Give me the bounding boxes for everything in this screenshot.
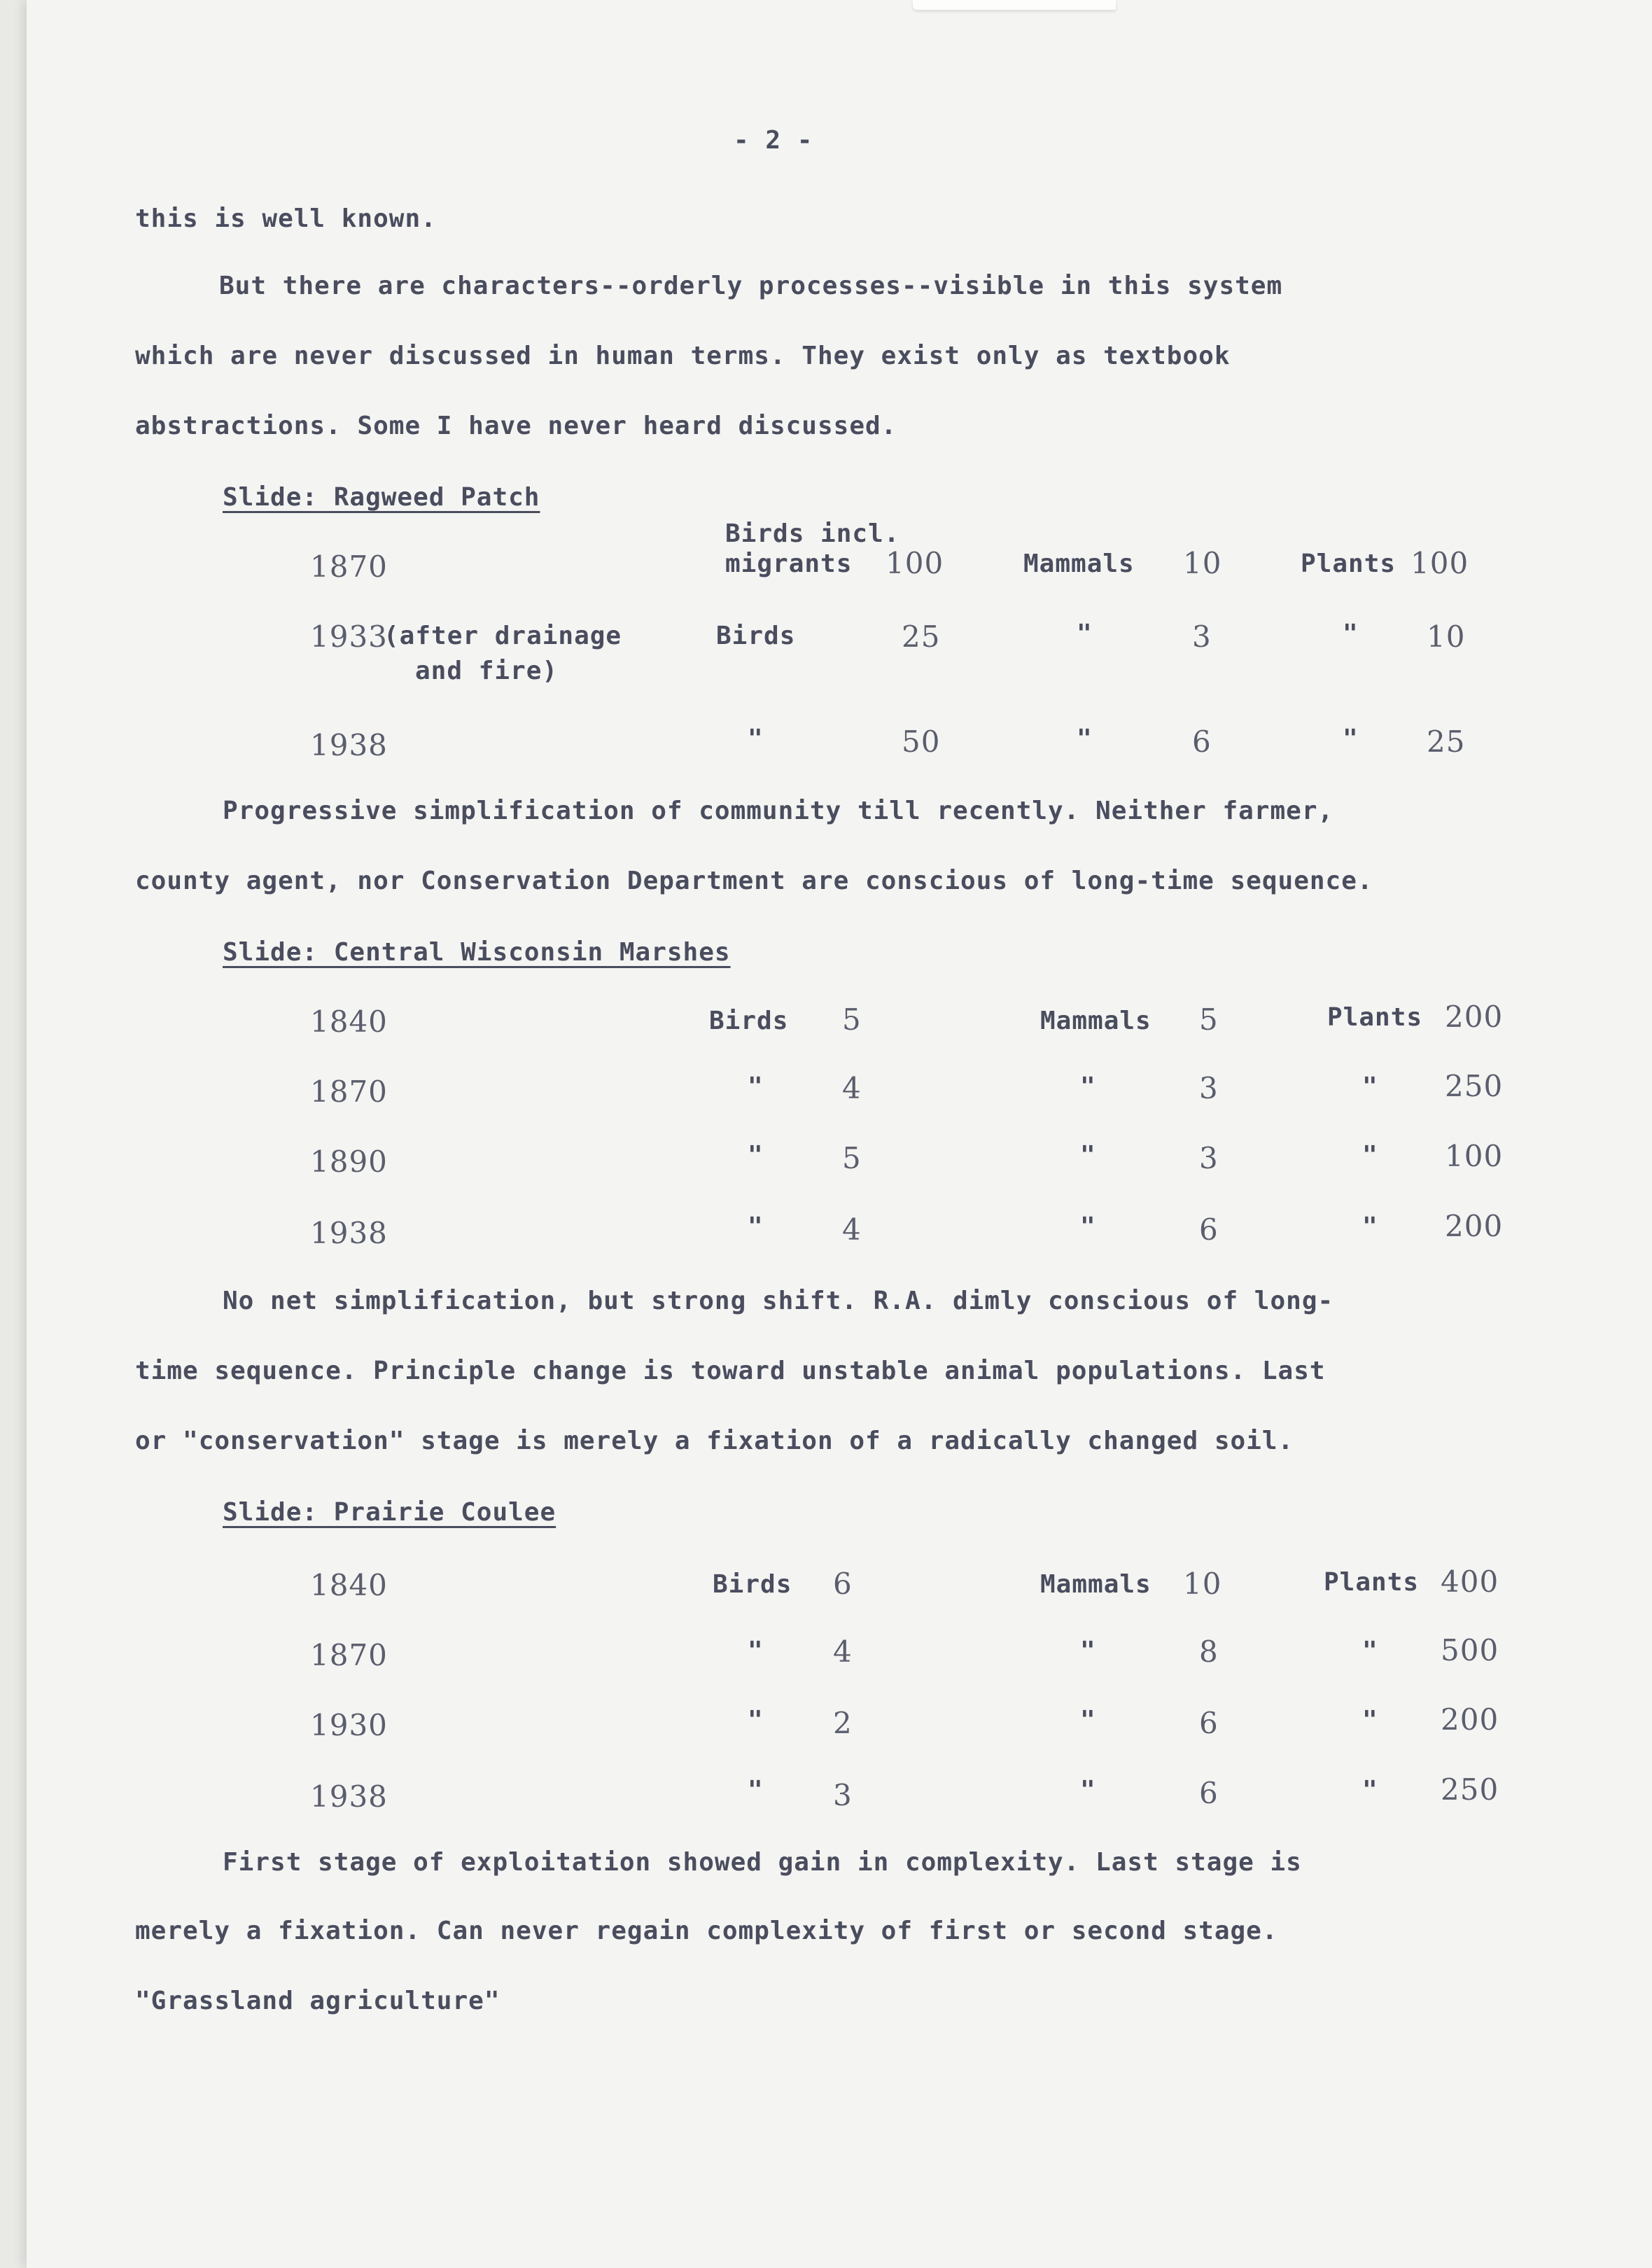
value-cell: 6 bbox=[1192, 724, 1212, 759]
value-cell: 100 bbox=[886, 546, 944, 580]
ditto-cell: " bbox=[748, 1637, 764, 1665]
ditto-cell: " bbox=[748, 724, 764, 753]
value-cell: 200 bbox=[1441, 1702, 1499, 1737]
value-cell: 6 bbox=[833, 1567, 853, 1601]
ditto-cell: " bbox=[1080, 1072, 1096, 1101]
ditto-cell: " bbox=[1343, 620, 1359, 648]
value-cell: 5 bbox=[1199, 1002, 1219, 1037]
ditto-cell: " bbox=[1362, 1212, 1378, 1241]
typed-page bbox=[27, 0, 1652, 2268]
text-line: "Grassland agriculture" bbox=[135, 1987, 500, 2015]
value-cell: 250 bbox=[1445, 1069, 1504, 1103]
birds-header: Birds incl. bbox=[725, 519, 900, 548]
text-line: or "conservation" stage is merely a fixation of a radically changed soil. bbox=[135, 1427, 1294, 1455]
value-cell: 10 bbox=[1183, 1567, 1222, 1601]
year-cell: 1938 bbox=[310, 1779, 388, 1814]
value-cell: 3 bbox=[1192, 620, 1212, 654]
plants-cell: Plants bbox=[1324, 1568, 1420, 1597]
ditto-cell: " bbox=[748, 1706, 764, 1735]
value-cell: 3 bbox=[1199, 1071, 1219, 1105]
value-cell: 500 bbox=[1441, 1633, 1499, 1667]
value-cell: 10 bbox=[1183, 546, 1222, 580]
year-cell: 1870 bbox=[310, 1638, 388, 1672]
year-cell: 1870 bbox=[310, 550, 388, 584]
ditto-cell: " bbox=[748, 1776, 764, 1805]
text-line: which are never discussed in human terms. They exist only as textbook bbox=[135, 342, 1231, 370]
value-cell: 3 bbox=[1199, 1141, 1219, 1175]
value-cell: 5 bbox=[842, 1002, 862, 1037]
ditto-cell: " bbox=[1080, 1212, 1096, 1241]
plants-header: Plants bbox=[1301, 550, 1396, 578]
value-cell: 400 bbox=[1441, 1564, 1499, 1599]
text-line: Progressive simplification of community till recently. Neither farmer, bbox=[223, 797, 1334, 825]
ditto-cell: " bbox=[1080, 1706, 1096, 1735]
value-cell: 6 bbox=[1199, 1706, 1219, 1740]
text-line: No net simplification, but strong shift. R.A. dimly conscious of long- bbox=[223, 1287, 1334, 1315]
plants-cell: Plants bbox=[1327, 1003, 1423, 1032]
ditto-cell: " bbox=[1362, 1637, 1378, 1665]
ditto-cell: " bbox=[1362, 1141, 1378, 1170]
year-cell: 1840 bbox=[310, 1004, 388, 1039]
ditto-cell: " bbox=[1080, 1637, 1096, 1665]
text-line: First stage of exploitation showed gain in complexity. Last stage is bbox=[223, 1848, 1302, 1877]
slide-heading: Slide: Central Wisconsin Marshes bbox=[223, 938, 731, 967]
birds-header: migrants bbox=[725, 550, 853, 578]
value-cell: 6 bbox=[1199, 1776, 1219, 1810]
value-cell: 6 bbox=[1199, 1212, 1219, 1247]
ditto-cell: " bbox=[1343, 724, 1359, 753]
ditto-cell: " bbox=[1080, 1776, 1096, 1805]
text-line: abstractions. Some I have never heard discussed. bbox=[135, 412, 897, 440]
slide-heading: Slide: Prairie Coulee bbox=[223, 1498, 556, 1527]
ditto-cell: " bbox=[748, 1072, 764, 1101]
value-cell: 8 bbox=[1199, 1634, 1219, 1669]
note-cell: (after drainage bbox=[384, 622, 622, 650]
ditto-cell: " bbox=[1362, 1776, 1378, 1805]
value-cell: 100 bbox=[1410, 546, 1469, 580]
ditto-cell: " bbox=[1080, 1141, 1096, 1170]
year-cell: 1840 bbox=[310, 1568, 388, 1602]
text-line: time sequence. Principle change is toward unstable animal populations. Last bbox=[135, 1357, 1326, 1385]
value-cell: 100 bbox=[1445, 1139, 1504, 1173]
value-cell: 4 bbox=[842, 1071, 862, 1105]
year-cell: 1938 bbox=[310, 1216, 388, 1250]
value-cell: 4 bbox=[833, 1634, 853, 1669]
mammals-cell: Mammals bbox=[1040, 1570, 1152, 1599]
birds-cell: Birds bbox=[709, 1007, 789, 1035]
ditto-cell: " bbox=[748, 1141, 764, 1170]
ditto-cell: " bbox=[1077, 724, 1093, 753]
value-cell: 5 bbox=[842, 1141, 862, 1175]
year-cell: 1933 bbox=[310, 620, 388, 654]
value-cell: 3 bbox=[833, 1778, 853, 1812]
birds-cell: Birds bbox=[716, 622, 796, 650]
value-cell: 25 bbox=[902, 620, 941, 654]
year-cell: 1890 bbox=[310, 1144, 388, 1179]
page-number: - 2 - bbox=[734, 126, 813, 155]
slide-heading: Slide: Ragweed Patch bbox=[223, 483, 540, 512]
ditto-cell: " bbox=[1362, 1706, 1378, 1735]
ditto-cell: " bbox=[1362, 1072, 1378, 1101]
mammals-cell: Mammals bbox=[1040, 1007, 1152, 1035]
text-line: this is well known. bbox=[135, 204, 437, 233]
value-cell: 2 bbox=[833, 1706, 853, 1740]
paper-tab bbox=[913, 0, 1116, 10]
value-cell: 200 bbox=[1445, 1000, 1504, 1034]
note-cell: and fire) bbox=[415, 657, 559, 685]
birds-cell: Birds bbox=[713, 1570, 792, 1599]
value-cell: 50 bbox=[902, 724, 941, 759]
ditto-cell: " bbox=[748, 1212, 764, 1241]
year-cell: 1870 bbox=[310, 1074, 388, 1109]
mammals-header: Mammals bbox=[1023, 550, 1135, 578]
year-cell: 1930 bbox=[310, 1708, 388, 1742]
value-cell: 4 bbox=[842, 1212, 862, 1247]
ditto-cell: " bbox=[1077, 620, 1093, 648]
year-cell: 1938 bbox=[310, 728, 388, 762]
text-line: county agent, nor Conservation Department are conscious of long-time sequence. bbox=[135, 867, 1373, 895]
value-cell: 250 bbox=[1441, 1772, 1499, 1807]
value-cell: 25 bbox=[1427, 724, 1466, 759]
text-line: merely a fixation. Can never regain complexity of first or second stage. bbox=[135, 1917, 1278, 1945]
value-cell: 10 bbox=[1427, 620, 1466, 654]
text-line: But there are characters--orderly processes--visible in this system bbox=[219, 272, 1283, 300]
value-cell: 200 bbox=[1445, 1209, 1504, 1243]
